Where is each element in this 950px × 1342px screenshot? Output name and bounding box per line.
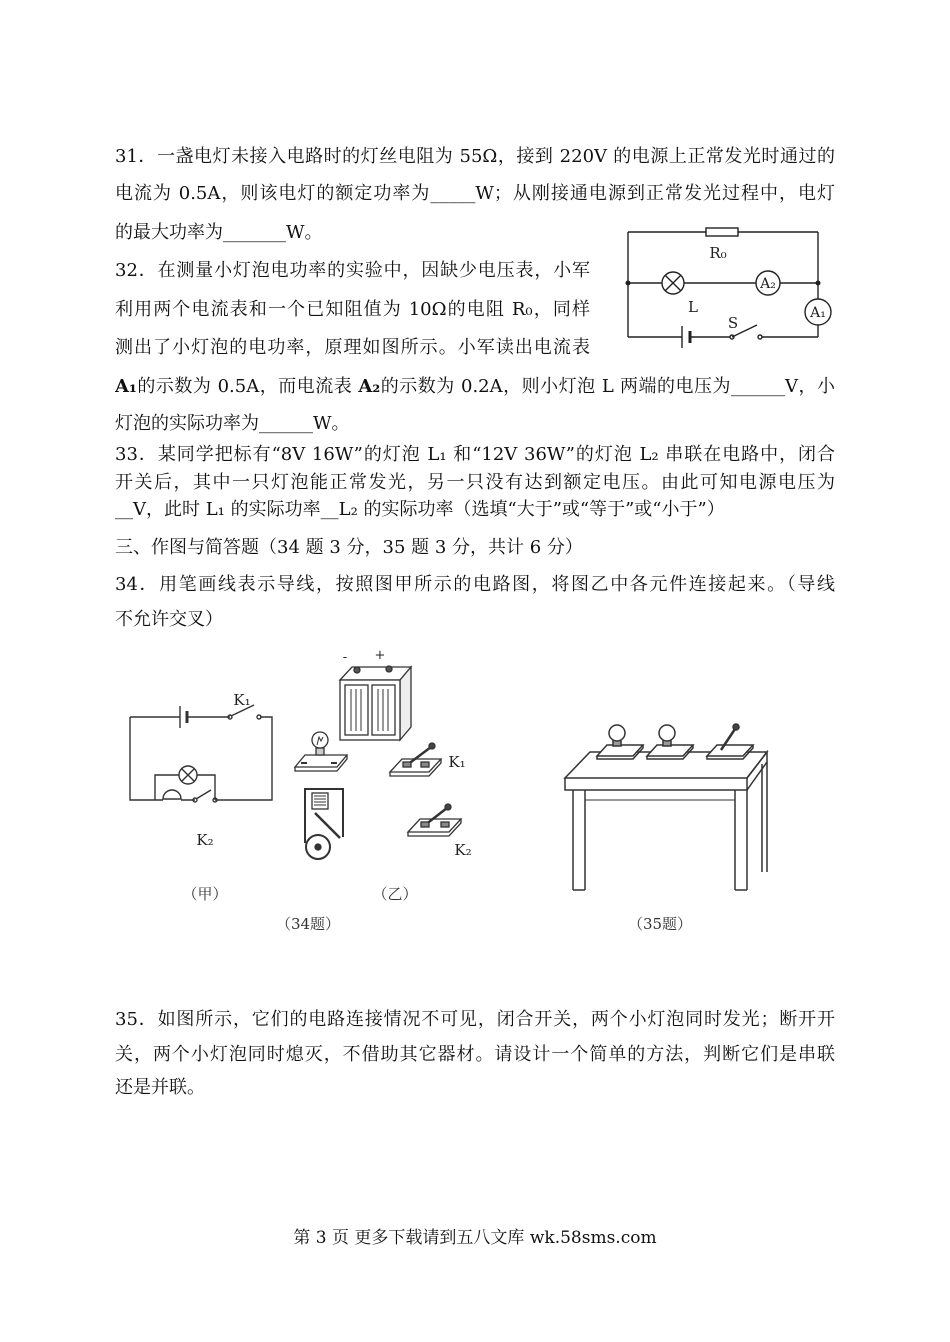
switch-k2-symbol (193, 790, 217, 802)
outer-wire (130, 717, 272, 800)
label-l: L (688, 298, 698, 316)
q31-line-2: 电流为 0.5A，则该电灯的额定功率为_____W；从刚接通电源到正常发光过程中，电灯 (115, 183, 835, 204)
q32-line-4-text-a: 的示数为 0.5A，而电流表 (136, 376, 359, 397)
q32-line-1: 32．在测量小灯泡电功率的实验中，因缺少电压表，小军 (115, 260, 590, 281)
electric-bell (305, 789, 343, 859)
ammeter-a1-label: A₁ (115, 376, 137, 397)
label-s: S (727, 314, 739, 332)
figure-jia-label: （甲） (182, 885, 228, 903)
label-a2: A₂ (760, 276, 776, 292)
lamp-symbol (179, 766, 197, 784)
q32-circuit-diagram (620, 220, 830, 355)
q35-line-3: 还是并联。 (115, 1077, 205, 1098)
ammeter-a2-label: A₂ (358, 376, 381, 397)
label-yi-k2: K₂ (454, 841, 472, 859)
q32-line-4 (115, 375, 835, 399)
switch-k2 (408, 804, 461, 836)
battery-minus-label: - (342, 650, 348, 665)
bell-symbol (163, 790, 181, 799)
q35-table-figure (555, 700, 780, 900)
q32-line-3: 测出了小灯泡的电功率，原理如图所示。小军读出电流表 (115, 337, 590, 358)
resistor-r0-symbol (706, 228, 738, 236)
label-r0: R₀ (709, 244, 727, 262)
label-yi-k1: K₁ (448, 753, 466, 771)
q31-line-3: 的最大功率为_______W。 (115, 222, 323, 243)
battery-symbol (682, 326, 690, 348)
battery-box (340, 666, 411, 740)
q34-circuit-diagram-jia (120, 685, 285, 855)
figure-yi-label: （乙） (372, 885, 418, 903)
page-footer: 第 3 页 更多下载请到五八文库 wk.58sms.com (293, 1228, 657, 1248)
battery-symbol (180, 706, 187, 728)
q34-line-1: 34．用笔画线表示导线，按照图甲所示的电路图，将图乙中各元件连接起来。（导线 (115, 574, 835, 595)
lamp-l-symbol (662, 272, 684, 294)
q34-components-yi (285, 645, 485, 870)
q32-line-4-text-b: 的示数为 0.2A，则小灯泡 L 两端的电压为______V，小 (380, 376, 835, 397)
q35-line-1: 35．如图所示，它们的电路连接情况不可见，闭合开关，两个小灯泡同时发光；断开开 (115, 1009, 835, 1030)
junction-dot-right (816, 281, 821, 286)
table (565, 752, 767, 890)
q35-line-2: 关，两个小灯泡同时熄灭，不借助其它器材。请设计一个简单的方法，判断它们是串联 (115, 1044, 835, 1065)
q35-figure-caption: （35题） (627, 915, 693, 933)
q31-line-1: 31．一盏电灯未接入电路时的灯丝电阻为 55Ω，接到 220V 的电源上正常发光时通过的 (115, 146, 835, 167)
q34-line-2: 不允许交叉） (115, 609, 223, 630)
q33-line-1: 33．某同学把标有“8V 16W”的灯泡 L₁ 和“12V 36W”的灯泡 L₂ 串联在电路中，闭合 (115, 444, 835, 465)
junction-dot-left (626, 281, 631, 286)
label-a1: A₁ (810, 305, 826, 321)
q34-figure-caption: （34题） (275, 915, 341, 933)
lamp-holder (295, 732, 347, 771)
q33-line-2: 开关后，其中一只灯泡能正常发光，另一只没有达到额定电压。由此可知电源电压为 (115, 472, 835, 493)
q32-line-5: 灯泡的实际功率为______W。 (115, 413, 350, 434)
section-3-heading: 三、作图与简答题（34 题 3 分，35 题 3 分，共计 6 分） (115, 537, 583, 558)
label-k1: K₁ (233, 691, 251, 709)
q32-line-2: 利用两个电流表和一个已知阻值为 10Ω的电阻 R₀，同样 (115, 299, 590, 320)
label-k2: K₂ (196, 831, 214, 849)
switch-k1 (390, 743, 441, 776)
q33-line-3: __V，此时 L₁ 的实际功率__L₂ 的实际功率（选填“大于”或“等于”或“小于”） (115, 499, 725, 520)
battery-plus-label: + (374, 648, 386, 663)
